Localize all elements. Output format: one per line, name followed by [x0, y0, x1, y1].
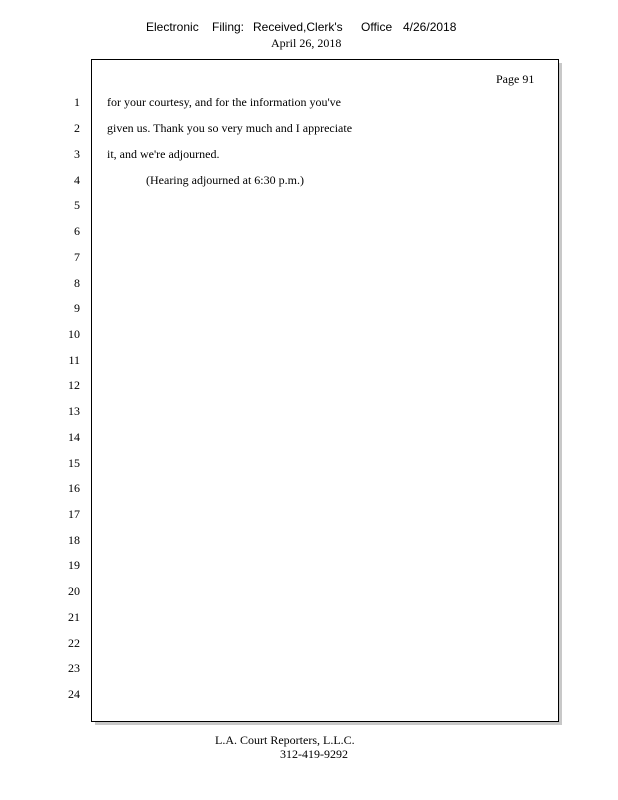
line-number: 6: [74, 224, 80, 238]
stamp-date-line: April 26, 2018: [271, 36, 342, 50]
line-number: 10: [68, 327, 80, 341]
line-number: 2: [74, 121, 80, 135]
stamp-word-office: Office: [361, 20, 393, 34]
line-number: 5: [74, 198, 80, 212]
stamp-word-filing: Filing:: [212, 20, 245, 34]
line-number: 11: [68, 353, 80, 367]
filing-stamp: [0, 20, 618, 36]
line-number: 24: [68, 687, 80, 701]
line-number: 13: [68, 404, 80, 418]
line-number: 15: [68, 456, 80, 470]
line-number: 8: [74, 276, 80, 290]
line-number: 22: [68, 636, 80, 650]
footer-company: L.A. Court Reporters, L.L.C.: [215, 733, 355, 747]
line-number: 12: [68, 378, 80, 392]
line-number: 7: [74, 250, 80, 264]
stamp-word-electronic: Electronic: [146, 20, 199, 34]
line-number: 19: [68, 558, 80, 572]
line-number: 17: [68, 507, 80, 521]
transcript-line: for your courtesy, and for the information you've: [107, 95, 341, 109]
line-number: 3: [74, 147, 80, 161]
stamp-word-date: 4/26/2018: [403, 20, 457, 34]
transcript-line: given us. Thank you so very much and I appreciate: [107, 121, 353, 135]
transcript-line: it, and we're adjourned.: [107, 147, 220, 161]
page-number: Page 91: [496, 72, 535, 86]
line-number: 16: [68, 481, 80, 495]
line-number: 23: [68, 661, 80, 675]
transcript-line: (Hearing adjourned at 6:30 p.m.): [146, 173, 304, 187]
line-number: 18: [68, 533, 80, 547]
line-number: 21: [68, 610, 80, 624]
stamp-word-received: Received,Clerk's: [253, 20, 343, 34]
line-number: 9: [74, 301, 80, 315]
line-number: 1: [74, 95, 80, 109]
footer-phone: 312-419-9292: [280, 747, 348, 761]
line-number: 20: [68, 584, 80, 598]
line-number: 4: [74, 173, 80, 187]
line-number: 14: [68, 430, 80, 444]
